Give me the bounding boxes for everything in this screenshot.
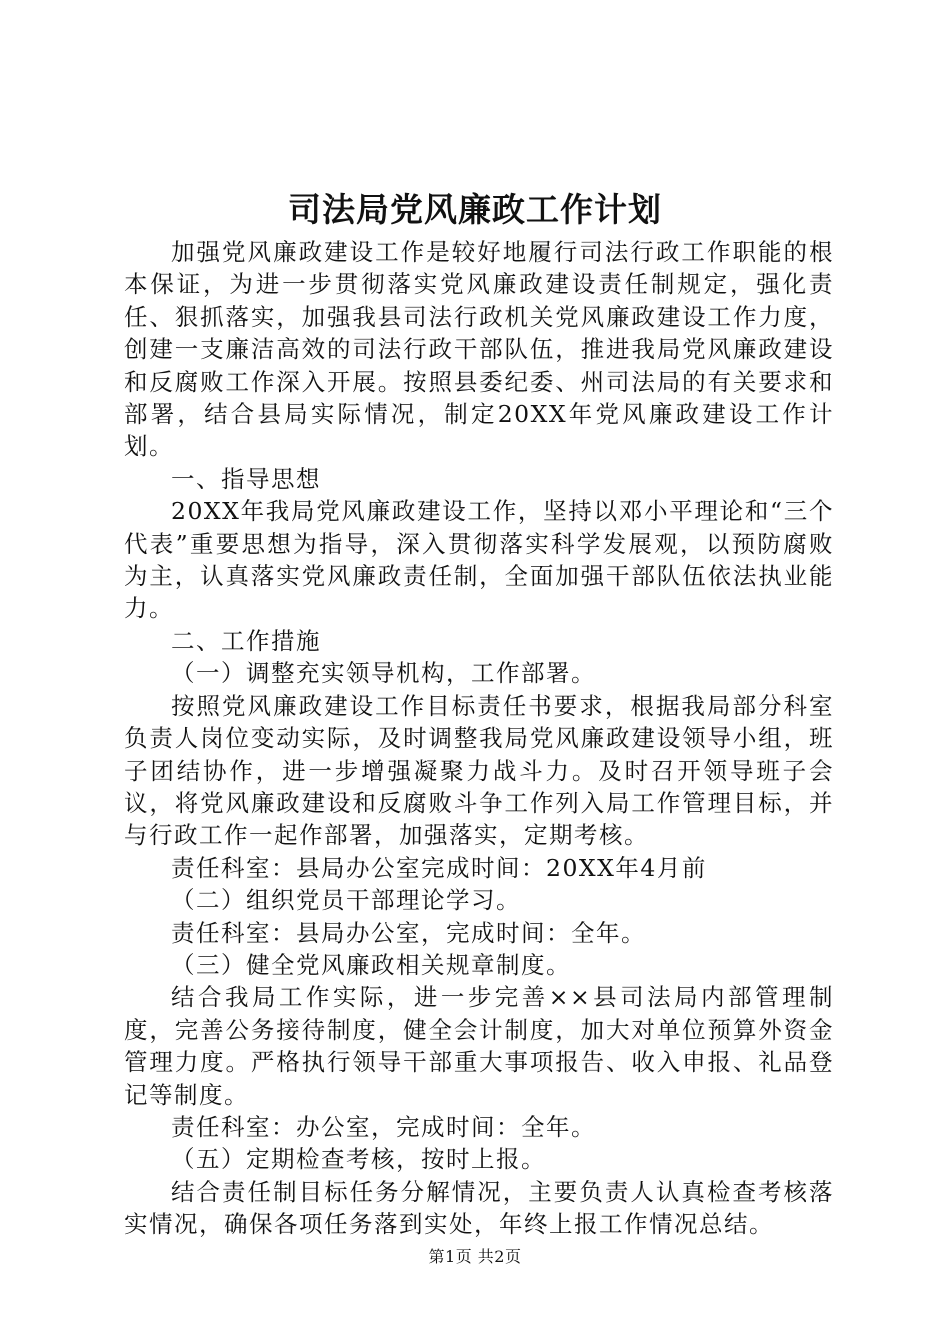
subheading-study: （二）组织党员干部理论学习。 (171, 886, 521, 915)
section-heading-work-measures: 二、工作措施 (171, 626, 321, 655)
intro-paragraph: 加强党风廉政建设工作是较好地履行司法行政工作职能的根本保证，为进一步贯彻落实党风廉政建设责任制规定，强化责任、狠抓落实，加强我县司法行政机关党风廉政建设工作力度，创建一支廉洁高效的司法行政干部队伍，推进我局党风廉政建设和反腐败工作深入开展。按照县委纪委、州司法局的有关要求和部署，结合县局实际情况，制定20XX年党风廉政建设工作计划。 (124, 238, 834, 461)
document-title: 司法局党风廉政工作计划 (288, 190, 662, 229)
section-heading-guiding-ideology: 一、指导思想 (171, 464, 321, 493)
responsibility-line-3: 责任科室：办公室，完成时间：全年。 (171, 1112, 596, 1141)
regulations-paragraph: 结合我局工作实际，进一步完善××县司法局内部管理制度，完善公务接待制度，健全会计制度，加大对单位预算外资金管理力度。严格执行领导干部重大事项报告、收入申报、礼品登记等制度。 (124, 983, 834, 1109)
subheading-inspection: （五）定期检查考核，按时上报。 (171, 1145, 546, 1174)
responsibility-line-2: 责任科室：县局办公室，完成时间：全年。 (171, 918, 646, 947)
subheading-regulations: （三）健全党风廉政相关规章制度。 (171, 950, 571, 979)
inspection-paragraph: 结合责任制目标任务分解情况，主要负责人认真检查考核落实情况，确保各项任务落到实处，年终上报工作情况总结。 (124, 1177, 834, 1239)
leadership-paragraph: 按照党风廉政建设工作目标责任书要求，根据我局部分科室负责人岗位变动实际，及时调整我局党风廉政建设领导小组，班子团结协作，进一步增强凝聚力战斗力。及时召开领导班子会议，将党风廉政建设和反腐败斗争工作列入局工作管理目标，并与行政工作一起作部署，加强落实，定期考核。 (124, 691, 834, 850)
subheading-leadership: （一）调整充实领导机构，工作部署。 (171, 659, 596, 688)
page-footer: 第1页 共2页 (428, 1247, 522, 1266)
document-body (124, 236, 834, 1241)
responsibility-line-1: 责任科室：县局办公室完成时间：20XX年4月前 (171, 853, 707, 882)
guiding-ideology-paragraph: 20XX年我局党风廉政建设工作，坚持以邓小平理论和“三个代表”重要思想为指导，深入贯彻落实科学发展观，以预防腐败为主，认真落实党风廉政责任制，全面加强干部队伍依法执业能力。 (124, 497, 834, 623)
